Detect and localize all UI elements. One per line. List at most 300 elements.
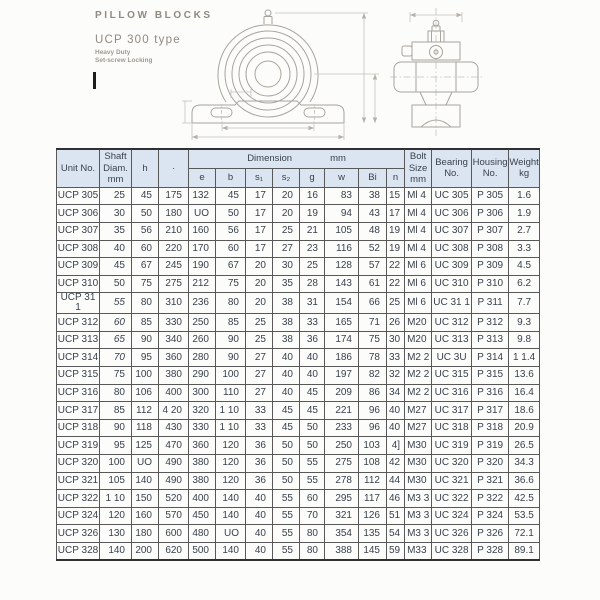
- table-row: [57, 472, 540, 490]
- cell-a: 175: [159, 187, 189, 205]
- pillow-block-front-view: [192, 10, 344, 123]
- col-header-housing-line2: No.: [482, 168, 498, 180]
- cell-weight: 6.2: [509, 275, 540, 293]
- cell-bolt_size: M20: [405, 331, 432, 349]
- col-header-s1: s₁: [246, 168, 273, 187]
- cell-weight: 16.4: [509, 384, 540, 402]
- cell-shaft_diam: 45: [100, 258, 132, 276]
- cell-w: 197: [325, 367, 359, 385]
- cell-s2: 27: [273, 240, 300, 258]
- cell-bolt_size: Ml 6: [405, 275, 432, 293]
- cell-weight: 53.5: [509, 507, 540, 525]
- cell-bi: 82: [359, 367, 387, 385]
- cell-weight: 1 1.4: [509, 349, 540, 367]
- cell-n: 22: [387, 275, 405, 293]
- table-row: [57, 331, 540, 349]
- cell-b: UO: [216, 525, 246, 543]
- cell-bi: 117: [359, 490, 387, 508]
- cell-w: 186: [325, 349, 359, 367]
- cell-n: 33: [387, 349, 405, 367]
- cell-h: 45: [132, 187, 159, 205]
- cell-s2: 38: [273, 331, 300, 349]
- cell-shaft_diam: 70: [100, 349, 132, 367]
- cell-e: 290: [189, 367, 216, 385]
- cell-housing_no: P 318: [472, 419, 509, 437]
- cell-e: 250: [189, 314, 216, 332]
- cell-a: 245: [159, 258, 189, 276]
- cell-s1: 17: [246, 187, 273, 205]
- cell-n: 40: [387, 419, 405, 437]
- cell-b: 67: [216, 258, 246, 276]
- cell-h: UO: [132, 455, 159, 473]
- cell-bi: 66: [359, 293, 387, 314]
- cell-e: 260: [189, 331, 216, 349]
- cell-h: 75: [132, 275, 159, 293]
- cell-weight: 1.6: [509, 187, 540, 205]
- cell-shaft_diam: 65: [100, 331, 132, 349]
- cell-n: 17: [387, 205, 405, 223]
- cell-unit_no: UCP 324: [57, 507, 100, 525]
- cell-s1: 25: [246, 331, 273, 349]
- table-row: [57, 419, 540, 437]
- cell-shaft_diam: 50: [100, 275, 132, 293]
- col-header-bearing-line2: No.: [444, 168, 459, 180]
- cell-bearing_no: UC 320: [432, 455, 472, 473]
- cell-s2: 40: [273, 384, 300, 402]
- side-view-housing: [402, 42, 460, 60]
- table-row: [57, 384, 540, 402]
- cell-s2: 55: [273, 507, 300, 525]
- dimension-group-label: Dimension: [247, 153, 293, 165]
- cell-unit_no: UCP 308: [57, 240, 100, 258]
- cell-w: 105: [325, 222, 359, 240]
- cell-e: 330: [189, 419, 216, 437]
- cell-bolt_size: M2 2: [405, 384, 432, 402]
- cell-g: 45: [300, 384, 325, 402]
- cell-h: 56: [132, 222, 159, 240]
- cell-shaft_diam: 105: [100, 472, 132, 490]
- cell-bi: 78: [359, 349, 387, 367]
- cell-b: 90: [216, 331, 246, 349]
- cell-unit_no: UCP 318: [57, 419, 100, 437]
- cell-e: 300: [189, 384, 216, 402]
- cell-bearing_no: UC 31 1: [432, 293, 472, 314]
- cell-unit_no: UCP 305: [57, 187, 100, 205]
- cell-housing_no: P 316: [472, 384, 509, 402]
- cell-shaft_diam: 140: [100, 543, 132, 561]
- cell-bolt_size: M33: [405, 543, 432, 561]
- col-header-n: n: [387, 168, 405, 187]
- cell-bolt_size: M20: [405, 314, 432, 332]
- cell-unit_no: UCP 317: [57, 402, 100, 420]
- dimension-table: [56, 148, 540, 561]
- cell-housing_no: P 312: [472, 314, 509, 332]
- cell-a: 360: [159, 349, 189, 367]
- cell-housing_no: P 311: [472, 293, 509, 314]
- cell-w: 209: [325, 384, 359, 402]
- cell-bolt_size: M30: [405, 472, 432, 490]
- table-row: [57, 349, 540, 367]
- table-row: [57, 205, 540, 223]
- cell-h: 95: [132, 349, 159, 367]
- cell-housing_no: P 326: [472, 525, 509, 543]
- cell-w: 250: [325, 437, 359, 455]
- cell-w: 174: [325, 331, 359, 349]
- col-header-dimension-group: [189, 149, 405, 168]
- cell-weight: 3.3: [509, 240, 540, 258]
- cell-weight: 18.6: [509, 402, 540, 420]
- cell-h: 90: [132, 331, 159, 349]
- col-header-weight-line2: kg: [519, 168, 530, 180]
- table-row: [57, 222, 540, 240]
- cell-e: 380: [189, 455, 216, 473]
- cell-bearing_no: UC 3U: [432, 349, 472, 367]
- cell-bolt_size: M3 3: [405, 490, 432, 508]
- cell-b: 140: [216, 543, 246, 561]
- cell-s1: 27: [246, 349, 273, 367]
- cell-s2: 50: [273, 472, 300, 490]
- cell-n: 44: [387, 472, 405, 490]
- cell-housing_no: P 305: [472, 187, 509, 205]
- cell-housing_no: P 320: [472, 455, 509, 473]
- cell-housing_no: P 315: [472, 367, 509, 385]
- cell-housing_no: P 307: [472, 222, 509, 240]
- cell-w: 388: [325, 543, 359, 561]
- cell-shaft_diam: 35: [100, 222, 132, 240]
- cell-s2: 35: [273, 275, 300, 293]
- cell-b: 1 10: [216, 402, 246, 420]
- cell-h: 85: [132, 314, 159, 332]
- cell-s2: 38: [273, 293, 300, 314]
- cell-n: 42: [387, 455, 405, 473]
- cell-s2: 40: [273, 367, 300, 385]
- cell-bi: 103: [359, 437, 387, 455]
- cell-weight: 4.5: [509, 258, 540, 276]
- cell-s2: 45: [273, 402, 300, 420]
- cell-a: 275: [159, 275, 189, 293]
- cell-w: 295: [325, 490, 359, 508]
- cell-s2: 55: [273, 543, 300, 561]
- cell-weight: 34.3: [509, 455, 540, 473]
- cell-b: 50: [216, 205, 246, 223]
- cell-bolt_size: M30: [405, 455, 432, 473]
- cell-e: 450: [189, 507, 216, 525]
- cell-bi: 75: [359, 331, 387, 349]
- col-header-weight-line1: Weight: [509, 156, 539, 168]
- cell-weight: 13.6: [509, 367, 540, 385]
- cell-a: 600: [159, 525, 189, 543]
- cell-g: 33: [300, 314, 325, 332]
- cell-unit_no: UCP 309: [57, 258, 100, 276]
- cell-h: 150: [132, 490, 159, 508]
- cell-weight: 20.9: [509, 419, 540, 437]
- cell-bolt_size: M2 2: [405, 349, 432, 367]
- cell-weight: 7.7: [509, 293, 540, 314]
- cell-b: 110: [216, 384, 246, 402]
- cell-unit_no: UCP 326: [57, 525, 100, 543]
- technical-drawing: [178, 2, 490, 144]
- cell-e: 360: [189, 437, 216, 455]
- cell-bolt_size: M3 3: [405, 507, 432, 525]
- cell-unit_no: UCP 322: [57, 490, 100, 508]
- cell-g: 80: [300, 543, 325, 561]
- cell-shaft_diam: 90: [100, 419, 132, 437]
- table-row: [57, 314, 540, 332]
- cell-h: 112: [132, 402, 159, 420]
- cell-g: 55: [300, 472, 325, 490]
- cell-a: 570: [159, 507, 189, 525]
- col-header-bolt-line2: Size: [408, 162, 428, 174]
- cell-w: 321: [325, 507, 359, 525]
- cell-s1: 27: [246, 367, 273, 385]
- cell-bi: 48: [359, 222, 387, 240]
- cell-shaft_diam: 80: [100, 384, 132, 402]
- cell-s2: 50: [273, 455, 300, 473]
- cell-g: 40: [300, 367, 325, 385]
- col-header-shaft-line3: mm: [107, 174, 124, 186]
- col-header-bi: Bi: [359, 168, 387, 187]
- cell-a: 330: [159, 314, 189, 332]
- cell-w: 354: [325, 525, 359, 543]
- cell-n: 46: [387, 490, 405, 508]
- cell-s1: 40: [246, 490, 273, 508]
- series-note-locking: Set-screw Locking: [95, 57, 153, 64]
- cell-bi: 38: [359, 187, 387, 205]
- cell-e: 380: [189, 472, 216, 490]
- cell-e: 400: [189, 490, 216, 508]
- cell-housing_no: P 324: [472, 507, 509, 525]
- cell-h: 118: [132, 419, 159, 437]
- cell-n: 19: [387, 222, 405, 240]
- cell-bi: 96: [359, 419, 387, 437]
- cell-shaft_diam: 55: [100, 293, 132, 314]
- cell-weight: 42.5: [509, 490, 540, 508]
- cell-g: 45: [300, 402, 325, 420]
- col-header-housing-no: [472, 149, 509, 187]
- cell-n: 32: [387, 367, 405, 385]
- cell-unit_no: UCP 315: [57, 367, 100, 385]
- cell-g: 60: [300, 490, 325, 508]
- cell-b: 120: [216, 437, 246, 455]
- cell-bearing_no: UC 313: [432, 331, 472, 349]
- table-row: [57, 507, 540, 525]
- cell-unit_no: UCP 31 1: [57, 293, 100, 314]
- cell-bolt_size: M27: [405, 402, 432, 420]
- cell-housing_no: P 309: [472, 258, 509, 276]
- cell-bearing_no: UC 326: [432, 525, 472, 543]
- cell-s2: 20: [273, 205, 300, 223]
- cell-s1: 40: [246, 507, 273, 525]
- table-row: [57, 187, 540, 205]
- cell-s2: 45: [273, 419, 300, 437]
- dimension-arrowheads: [192, 13, 377, 139]
- cell-e: 280: [189, 349, 216, 367]
- cell-a: 620: [159, 543, 189, 561]
- cell-s1: 33: [246, 419, 273, 437]
- cell-bolt_size: Ml 6: [405, 258, 432, 276]
- cell-unit_no: UCP 316: [57, 384, 100, 402]
- cell-n: 15: [387, 187, 405, 205]
- cell-housing_no: P 319: [472, 437, 509, 455]
- cell-shaft_diam: 95: [100, 437, 132, 455]
- cell-bolt_size: Ml 4: [405, 222, 432, 240]
- cell-shaft_diam: 30: [100, 205, 132, 223]
- cell-g: 80: [300, 525, 325, 543]
- cell-housing_no: P 313: [472, 331, 509, 349]
- cell-s1: 36: [246, 472, 273, 490]
- cell-w: 94: [325, 205, 359, 223]
- cell-housing_no: P 308: [472, 240, 509, 258]
- cell-n: 26: [387, 314, 405, 332]
- cell-s2: 30: [273, 258, 300, 276]
- cell-shaft_diam: 130: [100, 525, 132, 543]
- cell-a: 180: [159, 205, 189, 223]
- cell-n: 25: [387, 293, 405, 314]
- cell-b: 140: [216, 507, 246, 525]
- cell-b: 140: [216, 490, 246, 508]
- cell-shaft_diam: 85: [100, 402, 132, 420]
- cell-h: 100: [132, 367, 159, 385]
- cell-w: 143: [325, 275, 359, 293]
- cell-housing_no: P 321: [472, 472, 509, 490]
- table-row: [57, 293, 540, 314]
- cell-housing_no: P 328: [472, 543, 509, 561]
- table-body: [57, 187, 540, 560]
- cell-a: 490: [159, 455, 189, 473]
- cell-e: 212: [189, 275, 216, 293]
- cell-shaft_diam: 75: [100, 367, 132, 385]
- table-row: [57, 490, 540, 508]
- cell-e: 480: [189, 525, 216, 543]
- col-header-w: w: [325, 168, 359, 187]
- cell-bearing_no: UC 305: [432, 187, 472, 205]
- col-header-e: e: [189, 168, 216, 187]
- cell-b: 120: [216, 455, 246, 473]
- cell-unit_no: UCP 328: [57, 543, 100, 561]
- col-header-bolt-size: [405, 149, 432, 187]
- cell-bearing_no: UC 308: [432, 240, 472, 258]
- table-row: [57, 402, 540, 420]
- cell-n: 4]: [387, 437, 405, 455]
- table-row: [57, 455, 540, 473]
- cell-s1: 33: [246, 402, 273, 420]
- cell-s2: 55: [273, 490, 300, 508]
- cell-g: 25: [300, 258, 325, 276]
- col-header-s2: s₂: [273, 168, 300, 187]
- cell-h: 50: [132, 205, 159, 223]
- cell-bolt_size: Ml 4: [405, 240, 432, 258]
- cell-a: 4 20: [159, 402, 189, 420]
- cell-bearing_no: UC 318: [432, 419, 472, 437]
- cell-b: 60: [216, 240, 246, 258]
- cell-bearing_no: UC 317: [432, 402, 472, 420]
- cell-s1: 20: [246, 258, 273, 276]
- cell-s2: 38: [273, 314, 300, 332]
- cell-g: 55: [300, 455, 325, 473]
- cell-s1: 20: [246, 275, 273, 293]
- cell-housing_no: P 322: [472, 490, 509, 508]
- cell-s1: 17: [246, 240, 273, 258]
- cell-e: 190: [189, 258, 216, 276]
- cell-s1: 17: [246, 205, 273, 223]
- cell-housing_no: P 317: [472, 402, 509, 420]
- cell-a: 220: [159, 240, 189, 258]
- cell-s1: 25: [246, 314, 273, 332]
- cell-s1: 36: [246, 455, 273, 473]
- col-header-bearing-no: [432, 149, 472, 187]
- table-row: [57, 258, 540, 276]
- cell-b: 85: [216, 314, 246, 332]
- col-header-bolt-line3: mm: [410, 174, 426, 186]
- cell-h: 180: [132, 525, 159, 543]
- cell-b: 1 10: [216, 419, 246, 437]
- col-header-shaft-diam: [100, 149, 132, 187]
- cell-bi: 61: [359, 275, 387, 293]
- cell-bearing_no: UC 312: [432, 314, 472, 332]
- cell-unit_no: UCP 321: [57, 472, 100, 490]
- cell-unit_no: UCP 306: [57, 205, 100, 223]
- cell-s1: 17: [246, 222, 273, 240]
- cell-bi: 108: [359, 455, 387, 473]
- series-note-heavy-duty: Heavy Duty: [95, 49, 131, 56]
- cell-w: 128: [325, 258, 359, 276]
- cell-housing_no: P 310: [472, 275, 509, 293]
- cell-bi: 71: [359, 314, 387, 332]
- cell-e: UO: [189, 205, 216, 223]
- table-row: [57, 543, 540, 561]
- cell-s2: 20: [273, 187, 300, 205]
- cell-s2: 40: [273, 349, 300, 367]
- cell-n: 51: [387, 507, 405, 525]
- cell-g: 28: [300, 275, 325, 293]
- cell-weight: 1.9: [509, 205, 540, 223]
- cell-bolt_size: Ml 4: [405, 187, 432, 205]
- col-header-b: b: [216, 168, 246, 187]
- cell-bi: 43: [359, 205, 387, 223]
- cell-bearing_no: UC 307: [432, 222, 472, 240]
- cell-unit_no: UCP 307: [57, 222, 100, 240]
- cell-b: 120: [216, 472, 246, 490]
- cell-g: 31: [300, 293, 325, 314]
- cell-w: 154: [325, 293, 359, 314]
- cell-g: 40: [300, 349, 325, 367]
- col-header-a: [159, 149, 189, 187]
- cell-h: 80: [132, 293, 159, 314]
- cell-g: 50: [300, 419, 325, 437]
- cell-n: 22: [387, 258, 405, 276]
- cell-bolt_size: M2 2: [405, 367, 432, 385]
- cell-shaft_diam: 25: [100, 187, 132, 205]
- cell-unit_no: UCP 320: [57, 455, 100, 473]
- cell-bearing_no: UC 309: [432, 258, 472, 276]
- table-row: [57, 367, 540, 385]
- text-cursor: [93, 72, 96, 89]
- cell-shaft_diam: 1 10: [100, 490, 132, 508]
- cell-shaft_diam: 100: [100, 455, 132, 473]
- cell-h: 67: [132, 258, 159, 276]
- cell-bearing_no: UC 324: [432, 507, 472, 525]
- cell-h: 200: [132, 543, 159, 561]
- cell-a: 310: [159, 293, 189, 314]
- cell-a: 380: [159, 367, 189, 385]
- front-view-base: [192, 101, 344, 123]
- cell-unit_no: UCP 310: [57, 275, 100, 293]
- cell-s1: 20: [246, 293, 273, 314]
- cell-h: 125: [132, 437, 159, 455]
- cell-g: 16: [300, 187, 325, 205]
- cell-h: 160: [132, 507, 159, 525]
- col-header-h: [132, 149, 159, 187]
